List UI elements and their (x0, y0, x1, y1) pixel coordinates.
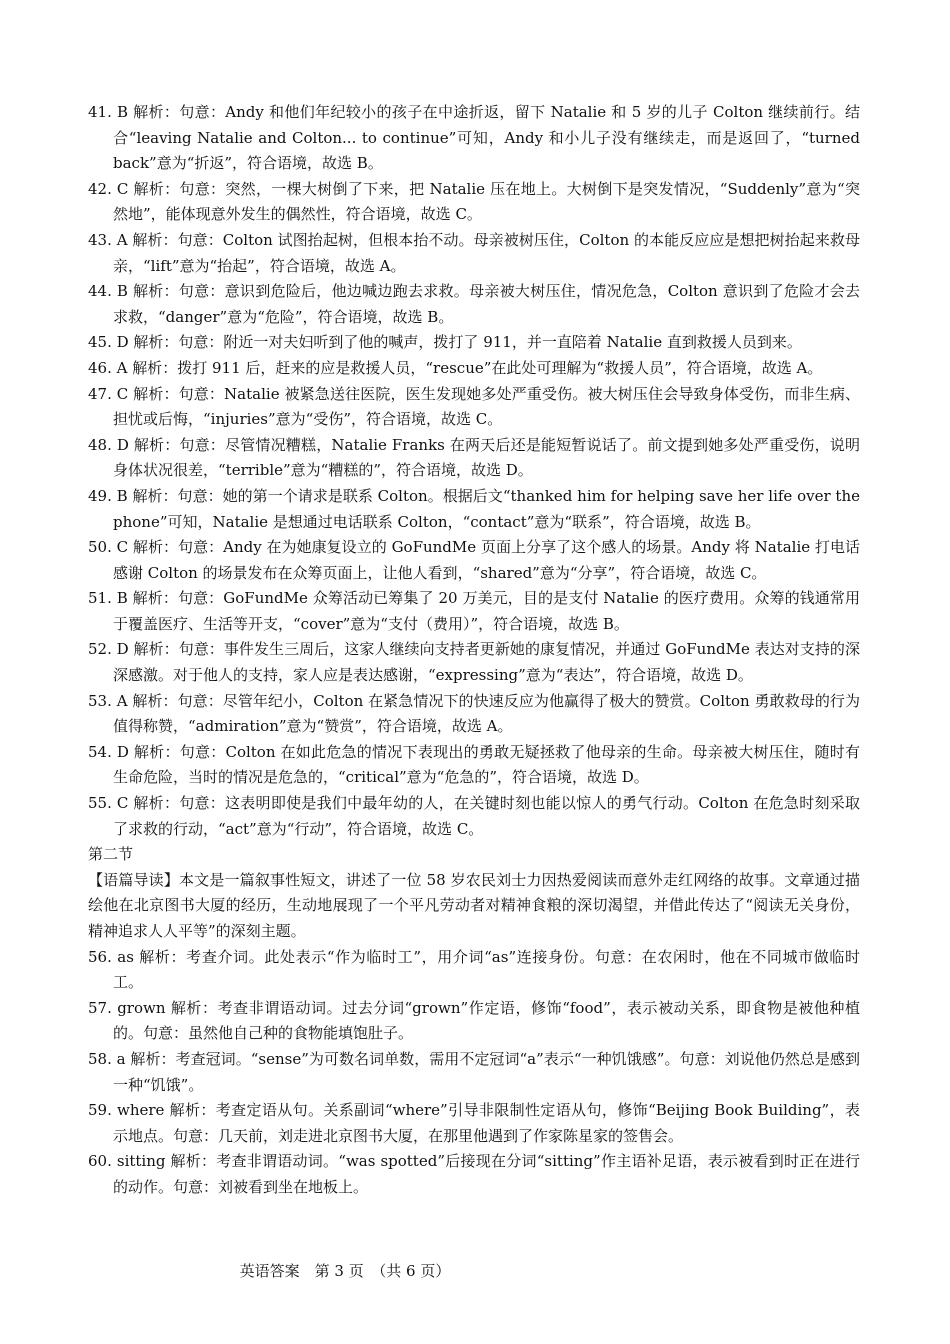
answer-50: 50. C 解析：句意：Andy 在为她康复设立的 GoFundMe 页面上分享了这个感人的场景。Andy 将 Natalie 打电话感谢 Colton 的场景发布在众筹页面上，让他人看到，“shared”意为“分享”，符合语境，故选 C。 (88, 538, 860, 582)
answer-51: 51. B 解析：句意：GoFundMe 众筹活动已筹集了 20 万美元，目的是支付 Natalie 的医疗费用。众筹的钱通常用于覆盖医疗、生活等开支，“cover”意为“支付（费用）”，符合语境，故选 B。 (88, 589, 860, 633)
answer-58: 58. a 解析：考查冠词。“sense”为可数名词单数，需用不定冠词“a”表示“一种饥饿感”。句意：刘说他仍然总是感到一种“饥饿”。 (88, 1049, 860, 1094)
page-footer: 英语答案 第 3 页 （共 6 页） (239, 1262, 451, 1280)
answer-56: 56. as 解析：考查介词。此处表示“作为临时工”，用介词“as”连接身份。句意：在农闲时，他在不同城市做临时工。 (88, 947, 860, 992)
answer-52: 52. D 解析：句意：事件发生三周后，这家人继续向支持者更新她的康复情况，并通过 GoFundMe 表达对支持的深深感激。对于他人的支持，家人应是表达感谢，“expressing”意为“表达”，符合语境，故选 D。 (88, 640, 860, 685)
answer-46: 46. A 解析：拨打 911 后，赶来的应是救援人员，“rescue”在此处可理解为“救援人员”，符合语境，故选 A。 (88, 358, 823, 377)
answer-59: 59. where 解析：考查定语从句。关系副词“where”引导非限制性定语从句，修饰“Beijing Book Building”，表示地点。句意：几天前，刘走进北京图书大厦，在那里他遇到了作家陈星家的签售会。 (88, 1101, 860, 1145)
answer-43: 43. A 解析：句意：Colton 试图抬起树，但根本抬不动。母亲被树压住，Colton 的本能反应应是想把树抬起来救母亲，“lift”意为“抬起”，符合语境，故选 A。 (88, 230, 860, 275)
answer-53: 53. A 解析：句意：尽管年纪小，Colton 在紧急情况下的快速反应为他赢得了极大的赞赏。Colton 勇敢救母的行为值得称赞，“admiration”意为“赞赏”，符合语境，故选 A。 (88, 691, 860, 736)
answer-54: 54. D 解析：句意：Colton 在如此危急的情况下表现出的勇敢无疑拯救了他母亲的生命。母亲被大树压住，随时有生命危险，当时的情况是危急的，“critical”意为“危急的”，符合语境，故选 D。 (88, 742, 860, 787)
answer-page (88, 100, 860, 1201)
answer-57: 57. grown 解析：考查非谓语动词。过去分词“grown”作定语，修饰“food”，表示被动关系，即食物是被他种植的。句意：虽然他自己种的食物能填饱肚子。 (88, 998, 861, 1043)
answer-60: 60. sitting 解析：考查非谓语动词。“was spotted”后接现在分词“sitting”作主语补足语，表示被看到时正在进行的动作。句意：刘被看到坐在地板上。 (88, 1152, 860, 1196)
section-title: 第二节 (88, 845, 134, 864)
answer-45: 45. D 解析：句意：附近一对夫妇听到了他的喊声，拨打了 911，并一直陪着 Natalie 直到救援人员到来。 (88, 333, 802, 352)
passage-guide: 【语篇导读】本文是一篇叙事性短文，讲述了一位 58 岁农民刘士力因热爱阅读而意外走红网络的故事。文章通过描绘他在北京图书大厦的经历，生动地展现了一个平凡劳动者对精神食粮的深切渴望，并借此传达了“阅读无关身份，精神追求人人平等”的深刻主题。 (88, 870, 860, 940)
answer-49: 49. B 解析：句意：她的第一个请求是联系 Colton。根据后文“thanked him for helping save her life over the phone”可知，Natalie 是想通过电话联系 Colton，“contact”意为“联系”，符合语境，故选 B。 (88, 486, 860, 531)
answer-44: 44. B 解析：句意：意识到危险后，他边喊边跑去求救。母亲被大树压住，情况危急，Colton 意识到了危险才会去求救，“danger”意为“危险”，符合语境，故选 B。 (88, 282, 860, 326)
answer-42: 42. C 解析：句意：突然，一棵大树倒了下来，把 Natalie 压在地上。大树倒下是突发情况，“Suddenly”意为“突然地”，能体现意外发生的偶然性，符合语境，故选 C。 (88, 179, 860, 224)
answer-41: 41. B 解析：句意：Andy 和他们年纪较小的孩子在中途折返，留下 Natalie 和 5 岁的儿子 Colton 继续前行。结合“leaving Natalie and Colton... to continue”可知，Andy 和小儿子没有继续走，而是返回了，“turned back”意为“折返”，符合语境，故选 B。 (88, 103, 860, 173)
answer-55: 55. C 解析：句意：这表明即使是我们中最年幼的人，在关键时刻也能以惊人的勇气行动。Colton 在危急时刻采取了求救的行动，“act”意为“行动”，符合语境，故选 C。 (88, 794, 860, 838)
answer-48: 48. D 解析：句意：尽管情况糟糕，Natalie Franks 在两天后还是能短暂说话了。前文提到她多处严重受伤，说明身体状况很差，“terrible”意为“糟糕的”，符合语境，故选 D。 (88, 435, 860, 480)
answer-47: 47. C 解析：句意：Natalie 被紧急送往医院，医生发现她多处严重受伤。被大树压住会导致身体受伤，而非生病、担忧或后悔，“injuries”意为“受伤”，符合语境，故选 C。 (88, 384, 860, 429)
